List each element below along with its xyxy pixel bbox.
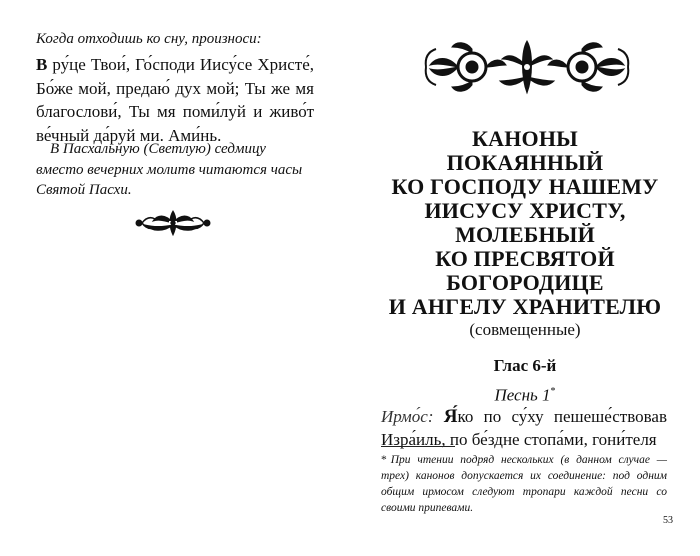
page-number: 53 [663, 515, 673, 526]
footnote [381, 452, 667, 516]
title-line: И АНГЕЛУ ХРАНИТЕЛЮ [388, 294, 662, 319]
floral-header-ornament-icon [422, 37, 632, 102]
title-line: КАНОНЫ [472, 126, 578, 151]
title-line: МОЛЕБНЫЙ [455, 222, 595, 247]
canon-title [370, 127, 680, 319]
irmos-initial: Я́ [443, 406, 458, 427]
bedtime-instruction: Когда отходишь ко сну, произноси: [36, 31, 262, 47]
footnote-mark: * [381, 454, 387, 466]
title-line: ПОКАЯННЫЙ [446, 150, 604, 175]
tone-heading: Глас 6-й [493, 356, 557, 375]
title-line: КО ГОСПОДУ НАШЕМУ [391, 174, 659, 199]
irmos-label: Ирмо́с: [381, 407, 434, 426]
paschal-note: В Пасхальную (Светлую) седмицу вместо вечерних молитв читаются часы Святой Пасхи. [36, 141, 303, 198]
title-line: ИИСУСУ ХРИСТУ, [424, 198, 626, 223]
irmos-body: ко по су́ху пешеше́ствовав Изра́иль, по бе́здне стопа́ми, гони́теля [381, 407, 667, 449]
title-line: БОГОРОДИЦЕ [446, 270, 604, 295]
irmos-text [381, 405, 667, 451]
footnote-text: При чтении подряд нескольких (в данном случае — трех) канонов допускается их соединение: под одним общим ирмосом следуют тропари каждой песни со своими припевами. [381, 454, 667, 514]
footnote-divider [381, 446, 455, 447]
ode-heading [370, 381, 680, 407]
floral-ornament-icon [133, 207, 213, 244]
title-line: КО ПРЕСВЯТОЙ [435, 246, 615, 271]
canon-subtitle: (совмещенные) [469, 320, 581, 339]
footnote-ref: * [550, 386, 556, 397]
ode-label: Песнь 1 [494, 385, 551, 405]
right-page [350, 0, 700, 556]
bedtime-prayer [36, 53, 314, 147]
prayer-initial: В [36, 55, 48, 74]
prayer-text: ру́це Твои́, Го́споди Иису́се Христе́, Бо́же мой, предаю́ дух мой; Ты же мя благослови́, Ты мя поми́луй и живо́т ве́чный да́руй ми. Ами́нь. [36, 55, 314, 145]
